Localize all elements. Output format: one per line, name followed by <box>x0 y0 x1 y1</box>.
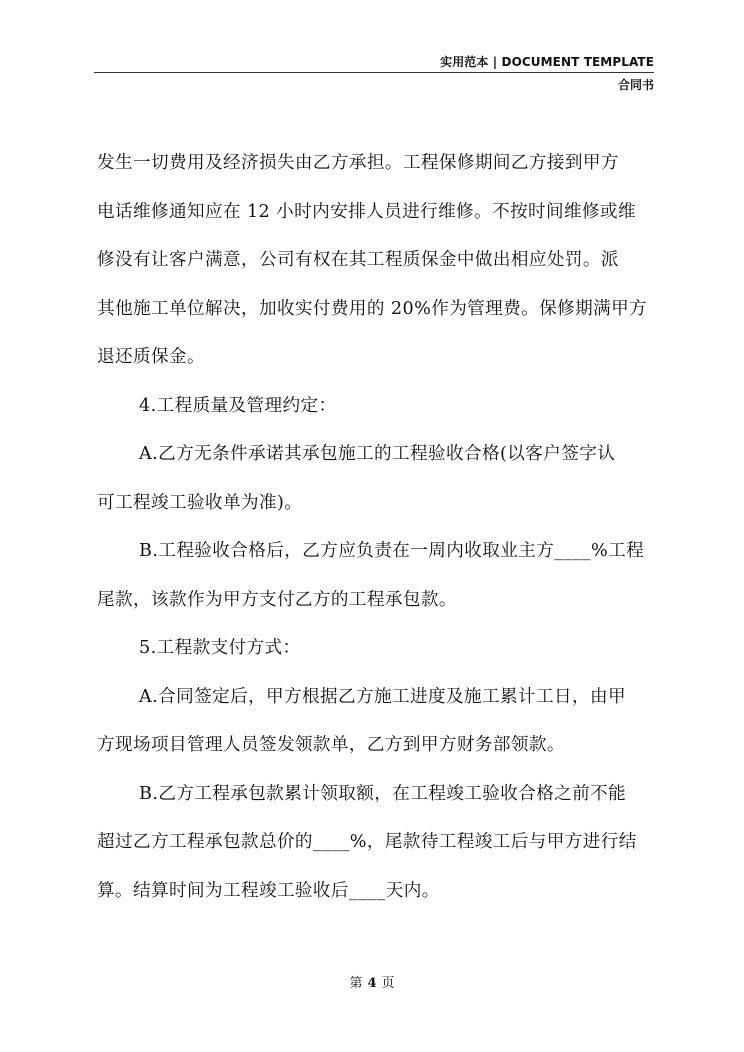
page-footer <box>0 975 744 993</box>
text-line: A.合同签定后，甲方根据乙方施工进度及施工累计工日，由甲 <box>139 686 626 707</box>
text-line: A.乙方无条件承诺其承包施工的工程验收合格(以客户签字认 <box>139 444 616 464</box>
text-line: 修没有让客户满意，公司有权在其工程质保金中做出相应处罚。派 <box>97 250 619 270</box>
text-line: 4.工程质量及管理约定： <box>139 395 337 416</box>
text-line: 退还质保金。 <box>97 347 205 367</box>
text-line: 5.工程款支付方式： <box>139 638 301 658</box>
header-title: 实用范本 | DOCUMENT TEMPLATE <box>440 55 654 69</box>
page-header <box>94 54 654 93</box>
text-line: B.乙方工程承包款累计领取额，在工程竣工验收合格之前不能 <box>139 783 627 804</box>
header-subtitle: 合同书 <box>617 78 654 92</box>
text-line: 算。结算时间为工程竣工验收后____天内。 <box>97 880 440 901</box>
text-line: 发生一切费用及经济损失由乙方承担。工程保修期间乙方接到甲方 <box>97 153 619 173</box>
text-line: B.工程验收合格后，乙方应负责在一周内收取业主方____%工程 <box>139 541 645 561</box>
page-prefix: 第 <box>349 976 363 991</box>
document-body <box>97 139 657 915</box>
text-line: 尾款，该款作为甲方支付乙方的工程承包款。 <box>97 589 457 610</box>
page-suffix: 页 <box>381 976 395 991</box>
header-divider <box>94 72 654 73</box>
text-line: 电话维修通知应在 12 小时内安排人员进行维修。不按时间维修或维 <box>97 201 637 222</box>
page-number: 4 <box>367 976 377 991</box>
text-line: 其他施工单位解决，加收实付费用的 20%作为管理费。保修期满甲方 <box>97 298 648 319</box>
text-line: 可工程竣工验收单为准)。 <box>97 492 303 513</box>
text-line: 超过乙方工程承包款总价的____%，尾款待工程竣工后与甲方进行结 <box>97 832 637 852</box>
text-line: 方现场项目管理人员签发领款单，乙方到甲方财务部领款。 <box>97 735 565 755</box>
